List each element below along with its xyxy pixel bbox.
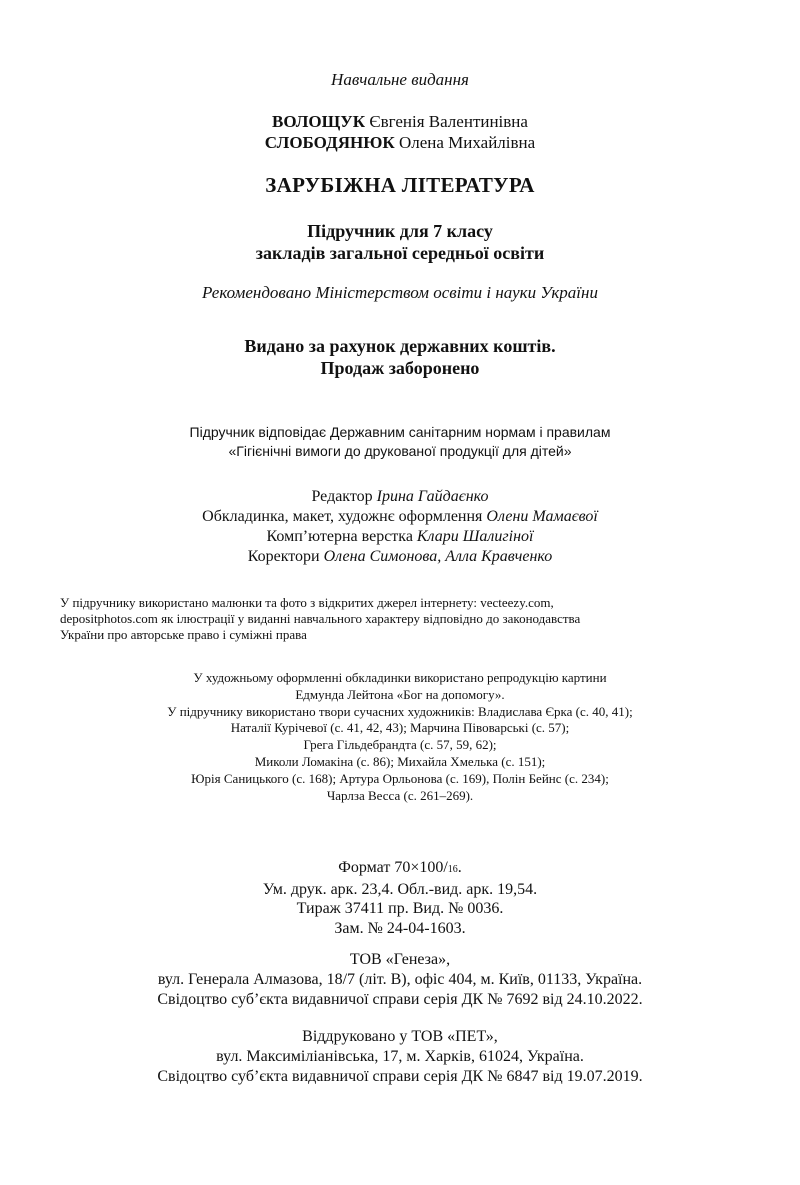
funding-block [0,335,800,379]
artists-line: Грега Гільдебрандта (с. 57, 59, 62); [303,737,497,753]
sanitary-line-2: «Гігієнічні вимоги до друкованої продукції для дітей» [228,443,572,459]
artists-note [0,670,800,804]
artists-line: Миколи Ломакіна (с. 86); Михайла Хмелька (с. 151); [254,753,546,769]
credit-cover-names: Олени Мамаєвої [486,508,598,525]
recommendation: Рекомендовано Міністерством освіти і науки України [202,283,598,302]
credit-editor [0,487,800,507]
sources-line-2: depositphotos.com як ілюстрації у виданні навчального характеру відповідно до законодавства [60,611,581,626]
book-title: ЗАРУБІЖНА ЛІТЕРАТУРА [265,173,535,197]
sources-line-3: України про авторське право і суміжні права [60,627,307,642]
credit-proofreaders-names: Олена Симонова, Алла Кравченко [323,548,553,565]
author-1 [0,111,800,132]
order-line: Зам. № 24-04-1603. [334,919,466,937]
printer-address: вул. Максиміліанівська, 17, м. Харків, 61024, Україна. [216,1048,584,1065]
subtitle-block [0,220,800,264]
authors-block [0,111,800,153]
sources-line-1: У підручнику використано малюнки та фото з відкритих джерел інтернету: vecteezy.com, [60,595,554,610]
subtitle-line-1: Підручник для 7 класу [307,221,493,241]
format-block [0,858,800,938]
printer-name: Віддруковано у ТОВ «ПЕТ», [302,1028,498,1045]
author-1-surname: ВОЛОЩУК [272,112,366,131]
author-2 [0,132,800,153]
sheets-line: Ум. друк. арк. 23,4. Обл.-вид. арк. 19,54. [262,880,538,898]
publisher-block [0,950,800,1010]
subtitle-line-2: закладів загальної середньої освіти [255,243,545,263]
sources-note [60,595,742,643]
credit-editor-role: Редактор [311,488,373,505]
format-suffix: . [457,859,462,876]
publisher-name: ТОВ «Генеза», [349,951,451,968]
funding-line-2: Продаж заборонено [320,358,480,378]
credit-proofreaders-role: Коректори [247,548,320,565]
artists-line: Едмунда Лейтона «Бог на допомогу». [295,686,505,702]
credits-block [0,487,800,567]
print-run-line: Тираж 37411 пр. Вид. № 0036. [296,900,504,917]
artists-line: Юрія Саницького (с. 168); Артура Орльонова (с. 169), Полін Бейнс (с. 234); [191,770,609,786]
artists-line: Наталії Курічевої (с. 41, 42, 43); Марчина Півоварські (с. 57); [230,720,570,736]
publisher-address: вул. Генерала Алмазова, 18/7 (літ. В), офіс 404, м. Київ, 01133, Україна. [157,971,643,988]
printer-certificate: Свідоцтво суб’єкта видавничої справи серія ДК № 6847 від 19.07.2019. [157,1068,643,1085]
credit-layout [0,527,800,547]
author-1-given: Євгенія Валентинівна [369,112,528,131]
sanitary-line-1: Підручник відповідає Державним санітарним нормам і правилам [189,424,611,440]
credit-layout-role: Комп’ютерна верстка [266,528,413,545]
format-line [0,858,800,880]
format-fraction: 16 [447,864,458,875]
artists-line: У підручнику використано твори сучасних художників: Владислава Єрка (с. 40, 41); [167,703,633,719]
credit-editor-names: Ірина Гайдаєнко [376,488,489,505]
sanitary-note [0,423,800,461]
publisher-certificate: Свідоцтво суб’єкта видавничої справи серія ДК № 7692 від 24.10.2022. [157,991,643,1008]
credit-cover [0,507,800,527]
credit-proofreaders [0,547,800,567]
author-2-surname: СЛОБОДЯНЮК [264,133,395,152]
credit-cover-role: Обкладинка, макет, художнє оформлення [202,508,483,525]
credit-layout-names: Клари Шалигіної [416,528,534,545]
series-label: Навчальне видання [331,70,469,89]
printer-block [0,1027,800,1087]
artists-line: Чарлза Весса (с. 261–269). [326,787,474,803]
funding-line-1: Видано за рахунок державних коштів. [244,336,556,356]
author-2-given: Олена Михайлівна [398,133,536,152]
format-prefix: Формат 70×100/ [338,859,448,876]
artists-line: У художньому оформленні обкладинки використано репродукцію картини [193,670,607,685]
